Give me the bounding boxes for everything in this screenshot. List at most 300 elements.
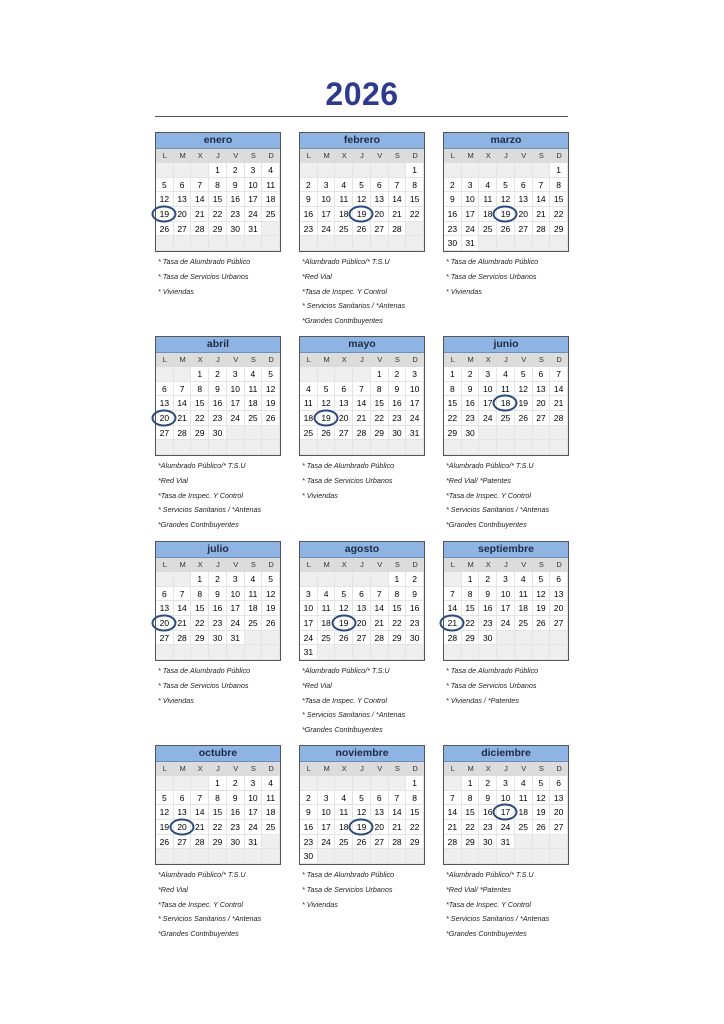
day-cell: 5 [318, 382, 336, 397]
empty-day-cell [444, 645, 462, 660]
note-line: * Viviendas / *Patentes [446, 695, 519, 705]
empty-day-cell [174, 163, 192, 178]
weekday-label: L [306, 151, 311, 160]
empty-day-cell [550, 631, 568, 646]
day-cell: 1 [191, 572, 209, 587]
day-cell: 20 [533, 396, 551, 411]
day-cell: 19 [533, 805, 551, 820]
due-date-day: 17 [497, 805, 515, 820]
day-grid [156, 572, 280, 660]
weekday-label: L [162, 560, 167, 569]
note-line: * Viviendas [302, 899, 338, 909]
day-cell: 11 [515, 587, 533, 602]
note-line: *Red Vial/ *Patentes [446, 475, 511, 485]
day-cell: 17 [462, 207, 480, 222]
weekday-label: D [556, 764, 562, 773]
note-line: *Tasa de Inspec. Y Control [446, 490, 531, 500]
day-cell: 20 [515, 207, 533, 222]
day-cell: 1 [406, 776, 424, 791]
weekday-label: M [467, 764, 474, 773]
empty-day-cell [227, 440, 245, 455]
due-date-day: 19 [353, 820, 371, 835]
day-cell: 16 [462, 396, 480, 411]
empty-day-cell [497, 426, 515, 441]
day-cell: 8 [209, 791, 227, 806]
day-cell: 30 [444, 236, 462, 251]
empty-day-cell [515, 236, 533, 251]
weekday-label: M [323, 151, 330, 160]
day-cell: 25 [300, 426, 318, 441]
day-cell: 18 [262, 805, 280, 820]
empty-day-cell [550, 426, 568, 441]
day-cell: 14 [174, 601, 192, 616]
empty-day-cell [497, 440, 515, 455]
empty-day-cell [227, 645, 245, 660]
day-cell: 8 [462, 587, 480, 602]
day-cell: 12 [318, 396, 336, 411]
weekday-header-row [300, 762, 424, 776]
day-cell: 2 [300, 178, 318, 193]
weekday-label: X [197, 560, 203, 569]
day-cell: 10 [406, 382, 424, 397]
weekday-label: L [162, 151, 167, 160]
weekday-label: V [521, 355, 527, 364]
empty-day-cell [462, 440, 480, 455]
empty-day-cell [245, 631, 263, 646]
empty-day-cell [406, 440, 424, 455]
day-cell: 24 [462, 222, 480, 237]
day-cell: 29 [444, 426, 462, 441]
day-cell: 28 [191, 222, 209, 237]
day-cell: 29 [191, 631, 209, 646]
day-cell: 18 [515, 601, 533, 616]
empty-day-cell [156, 367, 174, 382]
empty-day-cell [318, 367, 336, 382]
day-cell: 13 [371, 192, 389, 207]
weekday-header-row [444, 762, 568, 776]
day-cell: 26 [262, 411, 280, 426]
day-cell: 24 [318, 222, 336, 237]
day-cell: 16 [227, 192, 245, 207]
day-cell: 15 [191, 396, 209, 411]
weekday-label: D [268, 560, 274, 569]
day-cell: 30 [406, 631, 424, 646]
empty-day-cell [515, 645, 533, 660]
day-cell: 6 [371, 178, 389, 193]
day-cell: 8 [209, 178, 227, 193]
day-cell: 17 [300, 616, 318, 631]
day-cell: 24 [245, 820, 263, 835]
empty-day-cell [550, 645, 568, 660]
day-cell: 7 [533, 178, 551, 193]
weekday-label: V [233, 151, 239, 160]
note-line: * Viviendas [158, 286, 194, 296]
weekday-label: V [377, 764, 383, 773]
weekday-label: M [179, 764, 186, 773]
empty-day-cell [191, 236, 209, 251]
empty-day-cell [245, 426, 263, 441]
empty-day-cell [371, 236, 389, 251]
empty-day-cell [245, 849, 263, 864]
weekday-label: D [412, 151, 418, 160]
day-cell: 5 [156, 178, 174, 193]
day-cell: 16 [479, 601, 497, 616]
weekday-label: D [268, 151, 274, 160]
day-cell: 9 [227, 791, 245, 806]
weekday-label: V [377, 355, 383, 364]
day-cell: 11 [300, 396, 318, 411]
empty-day-cell [262, 426, 280, 441]
weekday-label: V [377, 151, 383, 160]
day-cell: 20 [371, 207, 389, 222]
day-cell: 28 [353, 426, 371, 441]
empty-day-cell [406, 645, 424, 660]
note-line: * Tasa de Alumbrado Público [446, 666, 539, 676]
weekday-label: S [250, 764, 256, 773]
weekday-header-row [300, 558, 424, 572]
day-grid [444, 572, 568, 660]
day-cell: 5 [497, 178, 515, 193]
empty-day-cell [550, 849, 568, 864]
day-cell: 27 [335, 426, 353, 441]
day-cell: 12 [156, 192, 174, 207]
note-line: *Grandes Contribuyentes [302, 315, 383, 325]
day-cell: 26 [318, 426, 336, 441]
day-cell: 8 [444, 382, 462, 397]
weekday-label: S [538, 355, 544, 364]
day-cell: 26 [353, 222, 371, 237]
day-cell: 28 [371, 631, 389, 646]
day-cell: 26 [353, 835, 371, 850]
day-cell: 29 [209, 222, 227, 237]
day-cell: 1 [209, 163, 227, 178]
day-cell: 19 [533, 601, 551, 616]
day-cell: 13 [353, 601, 371, 616]
day-cell: 25 [515, 616, 533, 631]
day-cell: 22 [191, 616, 209, 631]
day-grid [156, 163, 280, 251]
weekday-header-row [156, 149, 280, 163]
weekday-label: V [521, 560, 527, 569]
due-date-day: 19 [318, 411, 336, 426]
day-cell: 22 [550, 207, 568, 222]
empty-day-cell [245, 645, 263, 660]
day-cell: 5 [353, 178, 371, 193]
weekday-label: M [323, 764, 330, 773]
empty-day-cell [227, 236, 245, 251]
day-cell: 25 [245, 616, 263, 631]
day-cell: 20 [550, 805, 568, 820]
day-cell: 6 [533, 367, 551, 382]
weekday-label: D [268, 764, 274, 773]
day-cell: 27 [174, 835, 192, 850]
day-cell: 19 [156, 820, 174, 835]
day-cell: 28 [550, 411, 568, 426]
month-name: julio [156, 542, 280, 558]
day-cell: 3 [300, 587, 318, 602]
day-cell: 9 [389, 382, 407, 397]
empty-day-cell [191, 440, 209, 455]
day-cell: 13 [371, 805, 389, 820]
weekday-label: X [197, 355, 203, 364]
day-cell: 4 [515, 776, 533, 791]
empty-day-cell [174, 645, 192, 660]
due-date-day: 20 [156, 411, 174, 426]
empty-day-cell [191, 163, 209, 178]
day-cell: 22 [389, 616, 407, 631]
month-calendar [299, 745, 425, 865]
due-date-day: 18 [497, 396, 515, 411]
day-cell: 23 [300, 222, 318, 237]
note-line: *Alumbrado Público/* T.S.U [302, 666, 390, 676]
weekday-label: S [538, 764, 544, 773]
empty-day-cell [497, 631, 515, 646]
day-cell: 13 [515, 192, 533, 207]
day-cell: 17 [245, 192, 263, 207]
note-line: * Tasa de Servicios Urbanos [446, 680, 537, 690]
day-cell: 1 [406, 163, 424, 178]
note-line: * Viviendas [158, 695, 194, 705]
empty-day-cell [318, 236, 336, 251]
weekday-label: L [450, 151, 455, 160]
month-block-febrero [299, 132, 425, 329]
day-cell: 8 [389, 587, 407, 602]
day-cell: 30 [479, 631, 497, 646]
day-cell: 27 [353, 631, 371, 646]
day-cell: 17 [479, 396, 497, 411]
note-line: *Red Vial/ *Patentes [446, 884, 511, 894]
month-block-octubre [155, 745, 281, 942]
empty-day-cell [371, 645, 389, 660]
empty-day-cell [497, 163, 515, 178]
month-block-noviembre [299, 745, 425, 912]
month-name: marzo [444, 133, 568, 149]
due-date-day: 20 [156, 616, 174, 631]
day-cell: 6 [371, 791, 389, 806]
day-cell: 3 [462, 178, 480, 193]
note-line: *Grandes Contribuyentes [158, 519, 239, 529]
weekday-header-row [156, 558, 280, 572]
weekday-label: V [521, 151, 527, 160]
day-cell: 14 [353, 396, 371, 411]
month-calendar [299, 132, 425, 252]
day-cell: 2 [209, 367, 227, 382]
empty-day-cell [497, 645, 515, 660]
weekday-label: S [394, 560, 400, 569]
title-divider [155, 116, 568, 117]
weekday-label: J [360, 764, 364, 773]
weekday-label: J [360, 560, 364, 569]
day-cell: 11 [245, 382, 263, 397]
month-notes [299, 664, 425, 737]
day-cell: 27 [174, 222, 192, 237]
day-cell: 24 [227, 616, 245, 631]
note-line: *Red Vial [158, 475, 188, 485]
empty-day-cell [353, 367, 371, 382]
month-name: febrero [300, 133, 424, 149]
empty-day-cell [444, 163, 462, 178]
empty-day-cell [444, 572, 462, 587]
page-title: 2026 [325, 76, 399, 112]
note-line: * Servicios Sanitarios / *Antenas [446, 505, 550, 515]
day-cell: 23 [227, 207, 245, 222]
weekday-label: J [504, 355, 508, 364]
day-grid [300, 367, 424, 455]
day-cell: 4 [300, 382, 318, 397]
empty-day-cell [156, 776, 174, 791]
empty-day-cell [174, 440, 192, 455]
day-cell: 24 [318, 835, 336, 850]
day-cell: 2 [227, 163, 245, 178]
day-cell: 24 [497, 820, 515, 835]
empty-day-cell [318, 776, 336, 791]
day-cell: 10 [227, 382, 245, 397]
empty-day-cell [533, 440, 551, 455]
day-cell: 18 [300, 411, 318, 426]
month-notes [299, 868, 425, 912]
day-cell: 11 [262, 791, 280, 806]
day-cell: 30 [227, 222, 245, 237]
day-cell: 18 [335, 820, 353, 835]
day-cell: 30 [227, 835, 245, 850]
empty-day-cell [444, 440, 462, 455]
empty-day-cell [515, 631, 533, 646]
empty-day-cell [209, 236, 227, 251]
day-cell: 23 [300, 835, 318, 850]
day-cell: 23 [209, 411, 227, 426]
day-cell: 17 [245, 805, 263, 820]
note-line: * Viviendas [302, 490, 338, 500]
day-cell: 28 [191, 835, 209, 850]
day-cell: 7 [371, 587, 389, 602]
day-cell: 5 [156, 791, 174, 806]
day-cell: 9 [300, 192, 318, 207]
month-name: noviembre [300, 746, 424, 762]
weekday-label: L [162, 764, 167, 773]
day-grid [300, 776, 424, 864]
empty-day-cell [497, 236, 515, 251]
day-cell: 22 [209, 820, 227, 835]
empty-day-cell [174, 367, 192, 382]
day-cell: 12 [156, 805, 174, 820]
empty-day-cell [353, 236, 371, 251]
day-cell: 18 [515, 805, 533, 820]
empty-day-cell [479, 440, 497, 455]
day-cell: 8 [550, 178, 568, 193]
note-line: * Tasa de Alumbrado Público [446, 257, 539, 267]
note-line: * Tasa de Alumbrado Público [158, 257, 251, 267]
empty-day-cell [335, 645, 353, 660]
month-notes [443, 664, 569, 708]
day-cell: 6 [174, 178, 192, 193]
empty-day-cell [515, 426, 533, 441]
day-cell: 4 [262, 163, 280, 178]
day-cell: 9 [462, 382, 480, 397]
weekday-label: M [179, 560, 186, 569]
day-cell: 3 [245, 163, 263, 178]
empty-day-cell [479, 236, 497, 251]
weekday-label: L [450, 355, 455, 364]
day-cell: 14 [444, 601, 462, 616]
note-line: *Alumbrado Público/* T.S.U [446, 461, 534, 471]
day-cell: 24 [406, 411, 424, 426]
empty-day-cell [191, 776, 209, 791]
day-cell: 27 [550, 616, 568, 631]
day-cell: 31 [245, 835, 263, 850]
empty-day-cell [462, 849, 480, 864]
day-cell: 26 [335, 631, 353, 646]
empty-day-cell [335, 367, 353, 382]
note-line: *Grandes Contribuyentes [446, 519, 527, 529]
day-cell: 15 [550, 192, 568, 207]
note-line: * Tasa de Alumbrado Público [158, 666, 251, 676]
empty-day-cell [318, 572, 336, 587]
month-name: diciembre [444, 746, 568, 762]
month-block-diciembre [443, 745, 569, 942]
weekday-header-row [156, 762, 280, 776]
day-cell: 8 [191, 587, 209, 602]
day-cell: 26 [156, 222, 174, 237]
day-cell: 16 [227, 805, 245, 820]
note-line: *Tasa de Inspec. Y Control [446, 899, 531, 909]
day-cell: 4 [245, 572, 263, 587]
note-line: *Red Vial [302, 680, 332, 690]
day-cell: 9 [209, 382, 227, 397]
month-calendar [155, 132, 281, 252]
empty-day-cell [353, 849, 371, 864]
day-cell: 4 [479, 178, 497, 193]
weekday-header-row [300, 353, 424, 367]
empty-day-cell [462, 163, 480, 178]
empty-day-cell [245, 236, 263, 251]
day-cell: 28 [174, 631, 192, 646]
day-cell: 17 [497, 601, 515, 616]
day-cell: 3 [497, 776, 515, 791]
day-cell: 20 [550, 601, 568, 616]
day-cell: 27 [533, 411, 551, 426]
empty-day-cell [533, 426, 551, 441]
note-line: * Servicios Sanitarios / *Antenas [302, 710, 406, 720]
day-cell: 1 [389, 572, 407, 587]
empty-day-cell [174, 236, 192, 251]
empty-day-cell [406, 849, 424, 864]
empty-day-cell [174, 572, 192, 587]
day-cell: 16 [406, 601, 424, 616]
empty-day-cell [533, 849, 551, 864]
empty-day-cell [335, 163, 353, 178]
day-grid [300, 572, 424, 660]
day-cell: 5 [335, 587, 353, 602]
weekday-label: M [323, 560, 330, 569]
month-calendar [443, 745, 569, 865]
day-cell: 6 [550, 776, 568, 791]
day-cell: 3 [406, 367, 424, 382]
weekday-label: S [538, 151, 544, 160]
note-line: * Servicios Sanitarios / *Antenas [158, 505, 262, 515]
day-cell: 7 [444, 587, 462, 602]
note-line: *Red Vial [302, 271, 332, 281]
day-cell: 31 [406, 426, 424, 441]
weekday-label: X [485, 151, 491, 160]
day-cell: 16 [389, 396, 407, 411]
day-cell: 19 [262, 601, 280, 616]
day-cell: 22 [371, 411, 389, 426]
day-cell: 5 [262, 367, 280, 382]
weekday-label: J [504, 560, 508, 569]
day-cell: 24 [497, 616, 515, 631]
day-cell: 2 [479, 572, 497, 587]
weekday-label: X [197, 764, 203, 773]
